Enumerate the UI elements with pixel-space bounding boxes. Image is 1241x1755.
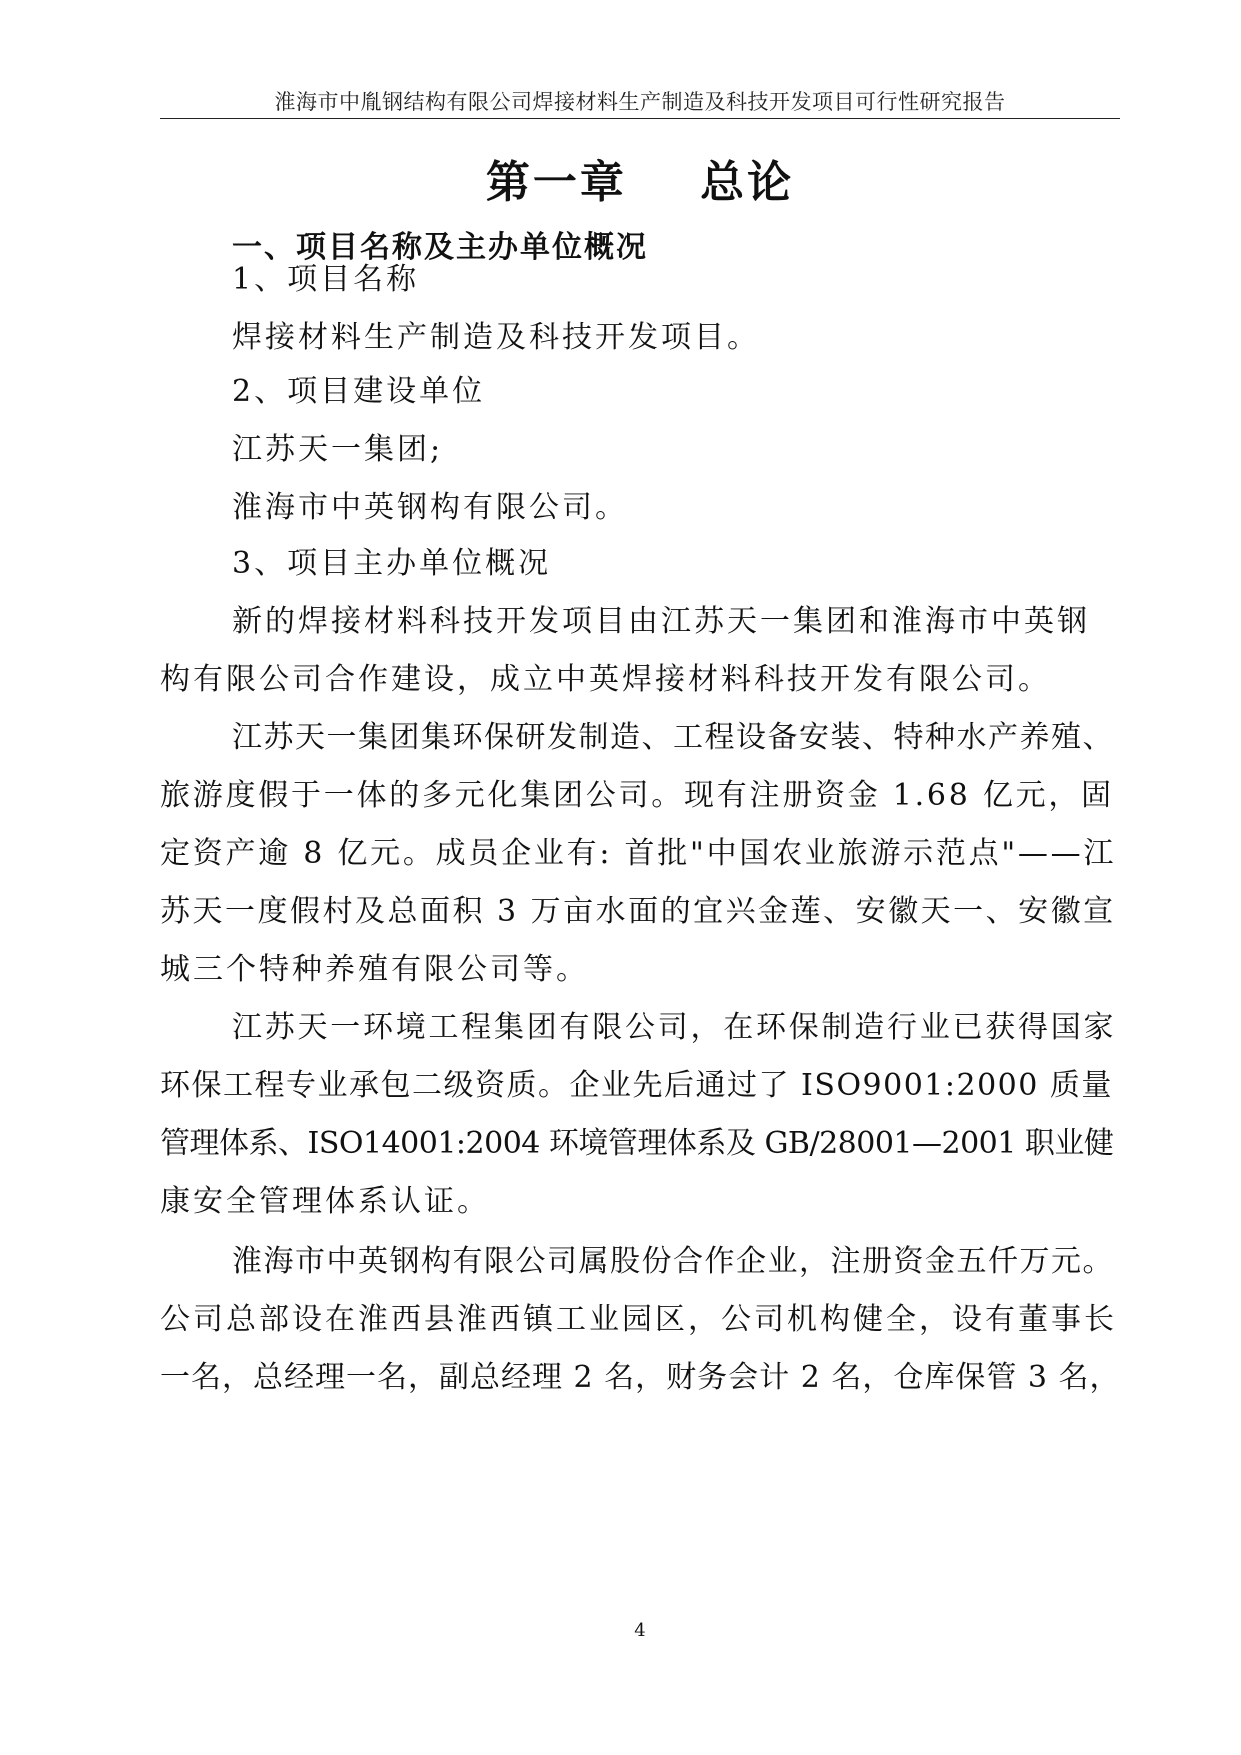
paragraph-4-line-2: 公司总部设在淮西县淮西镇工业园区，公司机构健全，设有董事长 bbox=[160, 1302, 1117, 1337]
page-number: 4 bbox=[634, 1620, 646, 1641]
running-header: 淮海市中胤钢结构有限公司焊接材料生产制造及科技开发项目可行性研究报告 bbox=[274, 90, 1006, 114]
item3-heading: 3、项目主办单位概况 bbox=[232, 546, 552, 581]
paragraph-2-line-5: 城三个特种养殖有限公司等。 bbox=[160, 952, 589, 987]
item2-unit-2: 淮海市中英钢构有限公司。 bbox=[232, 490, 628, 525]
chapter-title: 第一章 总论 bbox=[485, 157, 795, 208]
item1-heading: 1、项目名称 bbox=[232, 262, 420, 297]
paragraph-3-line-3: 管理体系、ISO14001:2004 环境管理体系及 GB/28001—2001 职业健 bbox=[160, 1126, 1114, 1161]
item1-text: 焊接材料生产制造及科技开发项目。 bbox=[232, 320, 760, 355]
item2-heading: 2、项目建设单位 bbox=[232, 374, 486, 409]
paragraph-3-line-1: 江苏天一环境工程集团有限公司，在环保制造行业已获得国家 bbox=[232, 1010, 1117, 1045]
paragraph-3-line-2: 环保工程专业承包二级资质。企业先后通过了 ISO9001:2000 质量 bbox=[160, 1068, 1113, 1103]
paragraph-1-line-2: 构有限公司合作建设，成立中英焊接材料科技开发有限公司。 bbox=[160, 662, 1051, 697]
paragraph-1-line-1: 新的焊接材料科技开发项目由江苏天一集团和淮海市中英钢 bbox=[232, 604, 1090, 639]
paragraph-2-line-1: 江苏天一集团集环保研发制造、工程设备安装、特种水产养殖、 bbox=[232, 720, 1114, 755]
paragraph-3-line-4: 康安全管理体系认证。 bbox=[160, 1184, 490, 1219]
paragraph-2-line-4: 苏天一度假村及总面积 3 万亩水面的宜兴金莲、安徽天一、安徽宣 bbox=[160, 894, 1116, 929]
paragraph-4-line-3: 一名，总经理一名，副总经理 2 名，财务会计 2 名，仓库保管 3 名， bbox=[160, 1360, 1121, 1395]
header-rule bbox=[160, 118, 1120, 119]
paragraph-4-line-1: 淮海市中英钢构有限公司属股份合作企业，注册资金五仟万元。 bbox=[232, 1244, 1114, 1279]
paragraph-2-line-2: 旅游度假于一体的多元化集团公司。现有注册资金 1.68 亿元，固 bbox=[160, 778, 1114, 813]
section-title: 一、项目名称及主办单位概况 bbox=[232, 230, 648, 265]
paragraph-2-line-3: 定资产逾 8 亿元。成员企业有: 首批"中国农业旅游示范点"——江 bbox=[160, 836, 1117, 871]
item2-unit-1: 江苏天一集团; bbox=[232, 432, 444, 467]
